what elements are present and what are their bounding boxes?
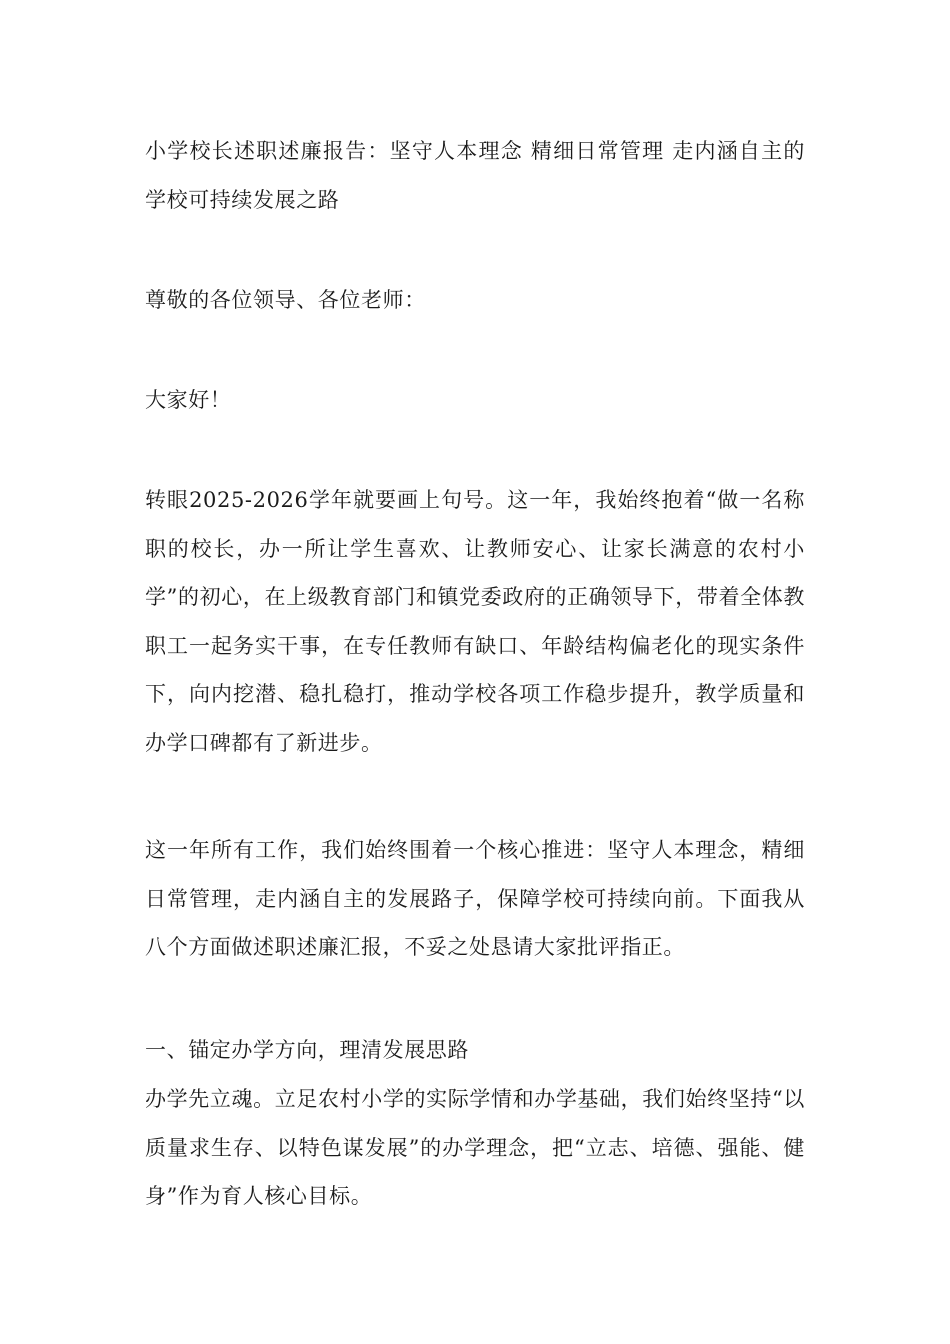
section-body-1: 办学先立魂。立足农村小学的实际学情和办学基础，我们始终坚持“以质量求生存、以特色谋发展”的办学理念，把“立志、培德、强能、健身”作为育人核心目标。 xyxy=(145,1087,805,1208)
body-paragraph-intro: 转眼2025-2026学年就要画上句号。这一年，我始终抱着“做一名称职的校长，办一所让学生喜欢、让教师安心、让家长满意的农村小学”的初心，在上级教育部门和镇党委政府的正确领导下，带着全体教职工一起务实干事，在专任教师有缺口、年龄结构偏老化的现实条件下，向内挖潜、稳扎稳打，推动学校各项工作稳步提升，教学质量和办学口碑都有了新进步。 xyxy=(145,488,805,755)
greeting-line: 大家好！ xyxy=(145,388,232,412)
report-title: 小学校长述职述廉报告：坚守人本理念 精细日常管理 走内涵自主的学校可持续发展之路 xyxy=(145,139,805,212)
salutation: 尊敬的各位领导、各位老师： xyxy=(145,288,426,312)
section-heading-1: 一、锚定办学方向，理清发展思路 xyxy=(145,1038,469,1062)
body-paragraph-overview: 这一年所有工作，我们始终围着一个核心推进：坚守人本理念，精细日常管理，走内涵自主的发展路子，保障学校可持续向前。下面我从八个方面做述职述廉汇报，不妥之处恳请大家批评指正。 xyxy=(145,838,805,959)
